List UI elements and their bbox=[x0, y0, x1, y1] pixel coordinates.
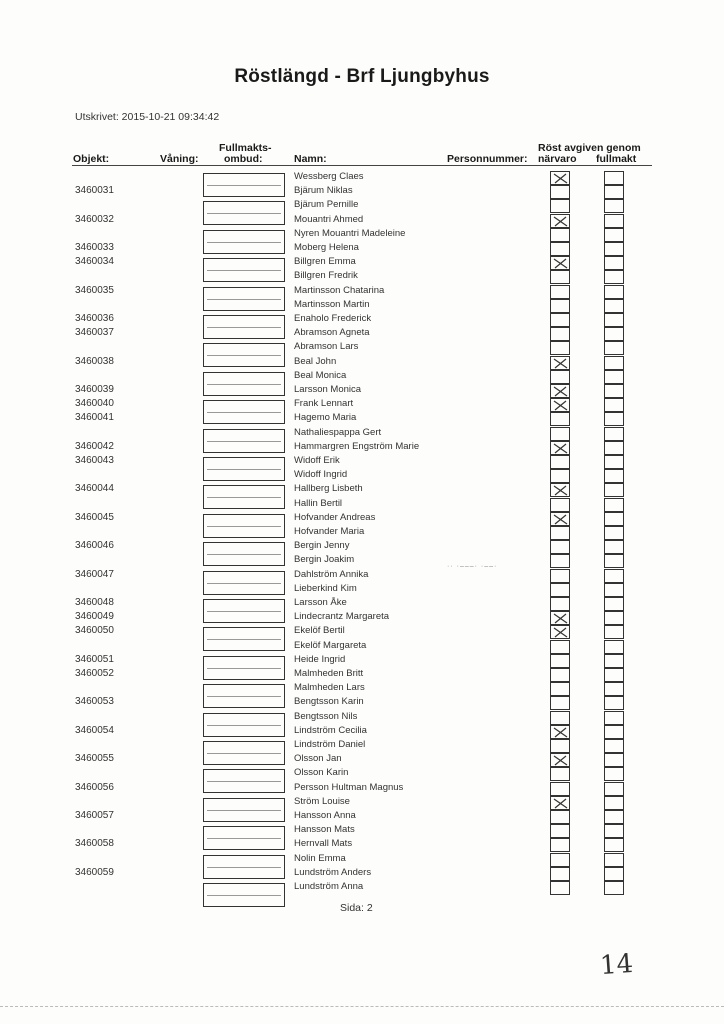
table-row bbox=[0, 199, 724, 213]
voter-name: Hofvander Andreas bbox=[294, 511, 376, 523]
narvaro-checkbox[interactable] bbox=[550, 838, 570, 852]
narvaro-checkbox[interactable] bbox=[550, 640, 570, 654]
header-narvaro: närvaro bbox=[538, 153, 577, 165]
table-row bbox=[0, 341, 724, 355]
voter-name: Bengtsson Karin bbox=[294, 696, 364, 708]
table-row bbox=[0, 554, 724, 568]
narvaro-checkbox[interactable] bbox=[550, 285, 570, 299]
fullmakt-checkbox[interactable] bbox=[604, 583, 624, 597]
voter-name: Olsson Jan bbox=[294, 753, 342, 765]
objekt-number: 3460043 bbox=[75, 455, 114, 466]
fullmakt-checkbox[interactable] bbox=[604, 185, 624, 199]
check-x-icon bbox=[553, 443, 568, 454]
check-x-icon bbox=[553, 400, 568, 411]
voter-name: Hallin Bertil bbox=[294, 497, 343, 509]
fullmakt-checkbox[interactable] bbox=[604, 370, 624, 384]
narvaro-checkbox[interactable] bbox=[550, 625, 570, 639]
voter-name: Olsson Karin bbox=[294, 767, 349, 779]
objekt-number: 3460058 bbox=[75, 838, 114, 850]
table-row bbox=[0, 214, 724, 228]
narvaro-checkbox[interactable] bbox=[550, 441, 570, 455]
fullmakt-checkbox[interactable] bbox=[604, 838, 624, 852]
fullmakt-checkbox[interactable] bbox=[604, 725, 624, 739]
narvaro-checkbox[interactable] bbox=[550, 853, 570, 867]
table-row bbox=[0, 270, 724, 284]
fullmakt-checkbox[interactable] bbox=[604, 512, 624, 526]
header-rost-group: Röst avgiven genom bbox=[538, 142, 641, 154]
narvaro-checkbox[interactable] bbox=[550, 711, 570, 725]
narvaro-checkbox[interactable] bbox=[550, 881, 570, 895]
voter-name: Persson Hultman Magnus bbox=[294, 781, 404, 793]
narvaro-checkbox[interactable] bbox=[550, 753, 570, 767]
fullmakt-checkbox[interactable] bbox=[604, 682, 624, 696]
objekt-number: 3460047 bbox=[75, 568, 114, 580]
voter-name: Widoff Ingrid bbox=[294, 469, 348, 481]
narvaro-checkbox[interactable] bbox=[550, 597, 570, 611]
narvaro-checkbox[interactable] bbox=[550, 256, 570, 270]
voter-name: Abramson Lars bbox=[294, 341, 359, 353]
fullmakt-checkbox[interactable] bbox=[604, 171, 624, 185]
narvaro-checkbox[interactable] bbox=[550, 569, 570, 583]
table-row bbox=[0, 796, 724, 810]
objekt-number: 3460032 bbox=[75, 213, 114, 225]
voter-name: Lindström Cecilia bbox=[294, 724, 367, 736]
objekt-number: 3460038 bbox=[75, 355, 114, 367]
fullmakt-checkbox[interactable] bbox=[604, 796, 624, 810]
objekt-number: 3460048 bbox=[75, 597, 114, 608]
fullmakt-checkbox[interactable] bbox=[604, 810, 624, 824]
narvaro-checkbox[interactable] bbox=[550, 796, 570, 810]
objekt-number: 3460042 bbox=[75, 440, 114, 452]
table-row bbox=[0, 753, 724, 767]
narvaro-checkbox[interactable] bbox=[550, 384, 570, 398]
voter-name: Frank Lennart bbox=[294, 398, 354, 410]
voter-name: Dahlström Annika bbox=[294, 568, 369, 580]
check-x-icon bbox=[553, 173, 568, 184]
objekt-number: 3460039 bbox=[75, 384, 114, 395]
fullmakt-checkbox[interactable] bbox=[604, 412, 624, 426]
fullmakt-checkbox[interactable] bbox=[604, 526, 624, 540]
check-x-icon bbox=[553, 358, 568, 369]
narvaro-checkbox[interactable] bbox=[550, 611, 570, 625]
voter-name: Hallberg Lisbeth bbox=[294, 483, 363, 495]
fullmakt-checkbox[interactable] bbox=[604, 554, 624, 568]
narvaro-checkbox[interactable] bbox=[550, 739, 570, 753]
voter-name: Hernvall Mats bbox=[294, 838, 353, 850]
fullmakt-checkbox[interactable] bbox=[604, 498, 624, 512]
table-row bbox=[0, 327, 724, 341]
table-row bbox=[0, 384, 724, 398]
table-row bbox=[0, 625, 724, 639]
table-row bbox=[0, 583, 724, 597]
voter-name: Beal Monica bbox=[294, 369, 347, 381]
fullmakt-checkbox[interactable] bbox=[604, 696, 624, 710]
objekt-number: 3460051 bbox=[75, 653, 114, 665]
check-x-icon bbox=[553, 386, 568, 397]
voter-name: Moberg Helena bbox=[294, 242, 359, 253]
fullmakt-checkbox[interactable] bbox=[604, 753, 624, 767]
voter-name: Bengtsson Nils bbox=[294, 710, 358, 722]
smudge-mark: ·· ·–––· ·––· bbox=[447, 563, 498, 570]
fullmakt-checkbox[interactable] bbox=[604, 625, 624, 639]
fullmakt-checkbox[interactable] bbox=[604, 398, 624, 412]
objekt-number: 3460057 bbox=[75, 810, 114, 821]
voter-name: Widoff Erik bbox=[294, 455, 340, 466]
narvaro-checkbox[interactable] bbox=[550, 696, 570, 710]
table-row bbox=[0, 498, 724, 512]
voter-name: Enaholo Frederick bbox=[294, 313, 372, 324]
narvaro-checkbox[interactable] bbox=[550, 313, 570, 327]
voter-name: Mouantri Ahmed bbox=[294, 213, 364, 225]
narvaro-checkbox[interactable] bbox=[550, 654, 570, 668]
fullmakt-checkbox[interactable] bbox=[604, 483, 624, 497]
narvaro-checkbox[interactable] bbox=[550, 370, 570, 384]
fullmakt-checkbox[interactable] bbox=[604, 242, 624, 256]
check-x-icon bbox=[553, 727, 568, 738]
voter-name: Lundström Anna bbox=[294, 881, 364, 892]
objekt-number: 3460050 bbox=[75, 625, 114, 637]
voter-name: Bergin Jenny bbox=[294, 540, 350, 552]
fullmakt-checkbox[interactable] bbox=[604, 782, 624, 796]
narvaro-checkbox[interactable] bbox=[550, 554, 570, 568]
narvaro-checkbox[interactable] bbox=[550, 767, 570, 781]
check-x-icon bbox=[553, 514, 568, 525]
table-row bbox=[0, 455, 724, 469]
fullmakt-checkbox[interactable] bbox=[604, 427, 624, 441]
objekt-number: 3460044 bbox=[75, 483, 114, 495]
table-row bbox=[0, 171, 724, 185]
fullmakt-checkbox[interactable] bbox=[604, 739, 624, 753]
table-row bbox=[0, 526, 724, 540]
fullmakt-checkbox[interactable] bbox=[604, 270, 624, 284]
narvaro-checkbox[interactable] bbox=[550, 228, 570, 242]
narvaro-checkbox[interactable] bbox=[550, 498, 570, 512]
table-row bbox=[0, 739, 724, 753]
fullmakt-checkbox[interactable] bbox=[604, 668, 624, 682]
narvaro-checkbox[interactable] bbox=[550, 270, 570, 284]
narvaro-checkbox[interactable] bbox=[550, 412, 570, 426]
voter-name: Larsson Monica bbox=[294, 384, 362, 395]
voter-name: Ekelöf Bertil bbox=[294, 625, 345, 637]
fullmakt-checkbox[interactable] bbox=[604, 285, 624, 299]
fullmakt-checkbox[interactable] bbox=[604, 327, 624, 341]
objekt-number: 3460036 bbox=[75, 313, 114, 324]
fullmakt-checkbox[interactable] bbox=[604, 881, 624, 895]
header-rule bbox=[72, 165, 652, 166]
header-namn: Namn: bbox=[294, 153, 327, 165]
narvaro-checkbox[interactable] bbox=[550, 782, 570, 796]
table-row bbox=[0, 299, 724, 313]
narvaro-checkbox[interactable] bbox=[550, 469, 570, 483]
table-row bbox=[0, 285, 724, 299]
table-row bbox=[0, 398, 724, 412]
table-row bbox=[0, 597, 724, 611]
voter-name: Nolin Emma bbox=[294, 852, 346, 864]
fullmakt-checkbox[interactable] bbox=[604, 384, 624, 398]
table-row bbox=[0, 185, 724, 199]
narvaro-checkbox[interactable] bbox=[550, 867, 570, 881]
narvaro-checkbox[interactable] bbox=[550, 356, 570, 370]
narvaro-checkbox[interactable] bbox=[550, 540, 570, 554]
fullmakt-checkbox[interactable] bbox=[604, 341, 624, 355]
fullmakt-checkbox[interactable] bbox=[604, 867, 624, 881]
voter-name: Hammargren Engström Marie bbox=[294, 440, 420, 452]
header-objekt: Objekt: bbox=[73, 153, 110, 165]
check-x-icon bbox=[553, 258, 568, 269]
fullmakt-checkbox[interactable] bbox=[604, 356, 624, 370]
handwritten-page-number: 14 bbox=[598, 948, 635, 982]
voter-name: Lieberkind Kim bbox=[294, 582, 357, 594]
fullmakt-checkbox[interactable] bbox=[604, 469, 624, 483]
narvaro-checkbox[interactable] bbox=[550, 483, 570, 497]
voter-name: Hagemo Maria bbox=[294, 412, 357, 424]
objekt-number: 3460040 bbox=[75, 398, 114, 410]
header-fullmakt: fullmakt bbox=[596, 153, 637, 165]
check-x-icon bbox=[553, 485, 568, 496]
table-row bbox=[0, 370, 724, 384]
voter-name: Ström Louise bbox=[294, 795, 350, 807]
voter-name: Malmheden Britt bbox=[294, 668, 364, 679]
objekt-number: 3460056 bbox=[75, 781, 114, 793]
table-row bbox=[0, 412, 724, 426]
fullmakt-checkbox[interactable] bbox=[604, 711, 624, 725]
table-row bbox=[0, 782, 724, 796]
table-row bbox=[0, 469, 724, 483]
voter-name: Nathaliespappa Gert bbox=[294, 426, 382, 438]
voter-name: Bjärum Pernille bbox=[294, 199, 359, 211]
table-row bbox=[0, 853, 724, 867]
fullmakt-checkbox[interactable] bbox=[604, 199, 624, 213]
voter-name: Heide Ingrid bbox=[294, 653, 346, 665]
voter-name: Lindström Daniel bbox=[294, 739, 366, 750]
header-personnummer: Personnummer: bbox=[447, 153, 528, 165]
table-row bbox=[0, 810, 724, 824]
table-row bbox=[0, 569, 724, 583]
objekt-number: 3460031 bbox=[75, 185, 114, 197]
fullmaktsombud-field[interactable] bbox=[203, 883, 285, 907]
narvaro-checkbox[interactable] bbox=[550, 668, 570, 682]
objekt-number: 3460054 bbox=[75, 724, 114, 736]
fullmakt-checkbox[interactable] bbox=[604, 767, 624, 781]
voter-name: Malmheden Lars bbox=[294, 682, 365, 694]
narvaro-checkbox[interactable] bbox=[550, 185, 570, 199]
narvaro-checkbox[interactable] bbox=[550, 512, 570, 526]
table-row bbox=[0, 512, 724, 526]
table-row bbox=[0, 356, 724, 370]
objekt-number: 3460033 bbox=[75, 242, 114, 253]
page-title: Röstlängd - Brf Ljungbyhus bbox=[234, 66, 490, 87]
check-x-icon bbox=[553, 755, 568, 766]
narvaro-checkbox[interactable] bbox=[550, 810, 570, 824]
table-row bbox=[0, 867, 724, 881]
narvaro-checkbox[interactable] bbox=[550, 398, 570, 412]
objekt-number: 3460046 bbox=[75, 540, 114, 552]
objekt-number: 3460037 bbox=[75, 327, 114, 339]
table-row bbox=[0, 838, 724, 852]
narvaro-checkbox[interactable] bbox=[550, 583, 570, 597]
objekt-number: 3460034 bbox=[75, 256, 114, 268]
fullmakt-checkbox[interactable] bbox=[604, 654, 624, 668]
narvaro-checkbox[interactable] bbox=[550, 427, 570, 441]
narvaro-checkbox[interactable] bbox=[550, 299, 570, 313]
narvaro-checkbox[interactable] bbox=[550, 725, 570, 739]
table-row bbox=[0, 682, 724, 696]
objekt-number: 3460059 bbox=[75, 866, 114, 878]
narvaro-checkbox[interactable] bbox=[550, 824, 570, 838]
objekt-number: 3460053 bbox=[75, 696, 114, 708]
table-row bbox=[0, 540, 724, 554]
printed-timestamp: Utskrivet: 2015-10-21 09:34:42 bbox=[75, 111, 220, 123]
check-x-icon bbox=[553, 613, 568, 624]
narvaro-checkbox[interactable] bbox=[550, 455, 570, 469]
fullmakt-checkbox[interactable] bbox=[604, 441, 624, 455]
objekt-number: 3460049 bbox=[75, 611, 114, 623]
check-x-icon bbox=[553, 798, 568, 809]
table-row bbox=[0, 881, 724, 895]
table-row bbox=[0, 767, 724, 781]
fullmakt-checkbox[interactable] bbox=[604, 824, 624, 838]
fullmakt-checkbox[interactable] bbox=[604, 228, 624, 242]
table-row bbox=[0, 483, 724, 497]
table-row bbox=[0, 668, 724, 682]
table-row bbox=[0, 824, 724, 838]
narvaro-checkbox[interactable] bbox=[550, 327, 570, 341]
voter-name: Martinsson Chatarina bbox=[294, 284, 385, 296]
table-row bbox=[0, 696, 724, 710]
voter-name: Ekelöf Margareta bbox=[294, 639, 367, 651]
voter-name: Billgren Emma bbox=[294, 256, 356, 268]
voter-name: Nyren Mouantri Madeleine bbox=[294, 227, 406, 239]
voter-name: Larsson Åke bbox=[294, 597, 347, 608]
narvaro-checkbox[interactable] bbox=[550, 341, 570, 355]
narvaro-checkbox[interactable] bbox=[550, 214, 570, 228]
table-row bbox=[0, 256, 724, 270]
header-fullmakts-line1: Fullmakts- bbox=[219, 142, 272, 154]
check-x-icon bbox=[553, 216, 568, 227]
voter-name: Bjärum Niklas bbox=[294, 185, 353, 197]
voter-name: Billgren Fredrik bbox=[294, 270, 358, 282]
table-row bbox=[0, 427, 724, 441]
narvaro-checkbox[interactable] bbox=[550, 682, 570, 696]
voter-name: Lindecrantz Margareta bbox=[294, 611, 390, 623]
narvaro-checkbox[interactable] bbox=[550, 242, 570, 256]
check-x-icon bbox=[553, 627, 568, 638]
objekt-number: 3460052 bbox=[75, 668, 114, 679]
voter-name: Abramson Agneta bbox=[294, 327, 370, 339]
page-number: Sida: 2 bbox=[340, 902, 373, 914]
voter-name: Hansson Anna bbox=[294, 810, 356, 821]
voter-name: Hofvander Maria bbox=[294, 526, 365, 537]
fullmakt-checkbox[interactable] bbox=[604, 597, 624, 611]
narvaro-checkbox[interactable] bbox=[550, 171, 570, 185]
table-row bbox=[0, 640, 724, 654]
fullmakt-checkbox[interactable] bbox=[604, 214, 624, 228]
voter-name: Wessberg Claes bbox=[294, 171, 364, 182]
fullmakt-checkbox[interactable] bbox=[604, 313, 624, 327]
voter-name: Beal John bbox=[294, 355, 337, 367]
fullmakt-checkbox[interactable] bbox=[604, 256, 624, 270]
fullmakt-checkbox[interactable] bbox=[604, 299, 624, 313]
table-row bbox=[0, 711, 724, 725]
voter-name: Bergin Joakim bbox=[294, 554, 355, 566]
objekt-number: 3460055 bbox=[75, 753, 114, 765]
voter-name: Hansson Mats bbox=[294, 824, 355, 836]
voter-name: Martinsson Martin bbox=[294, 298, 370, 310]
table-row bbox=[0, 313, 724, 327]
table-row bbox=[0, 441, 724, 455]
objekt-number: 3460035 bbox=[75, 284, 114, 296]
narvaro-checkbox[interactable] bbox=[550, 526, 570, 540]
fullmakt-checkbox[interactable] bbox=[604, 853, 624, 867]
table-row bbox=[0, 228, 724, 242]
table-row bbox=[0, 725, 724, 739]
objekt-number: 3460045 bbox=[75, 511, 114, 523]
fullmakt-checkbox[interactable] bbox=[604, 611, 624, 625]
narvaro-checkbox[interactable] bbox=[550, 199, 570, 213]
table-row bbox=[0, 611, 724, 625]
header-fullmakts-line2: ombud: bbox=[224, 153, 263, 165]
table-row bbox=[0, 242, 724, 256]
voter-name: Lundström Anders bbox=[294, 866, 372, 878]
objekt-number: 3460041 bbox=[75, 412, 114, 424]
fullmakt-checkbox[interactable] bbox=[604, 540, 624, 554]
fullmakt-checkbox[interactable] bbox=[604, 455, 624, 469]
header-vaning: Våning: bbox=[160, 153, 199, 165]
table-row bbox=[0, 654, 724, 668]
fullmakt-checkbox[interactable] bbox=[604, 569, 624, 583]
bottom-rule bbox=[0, 1006, 724, 1007]
fullmakt-checkbox[interactable] bbox=[604, 640, 624, 654]
